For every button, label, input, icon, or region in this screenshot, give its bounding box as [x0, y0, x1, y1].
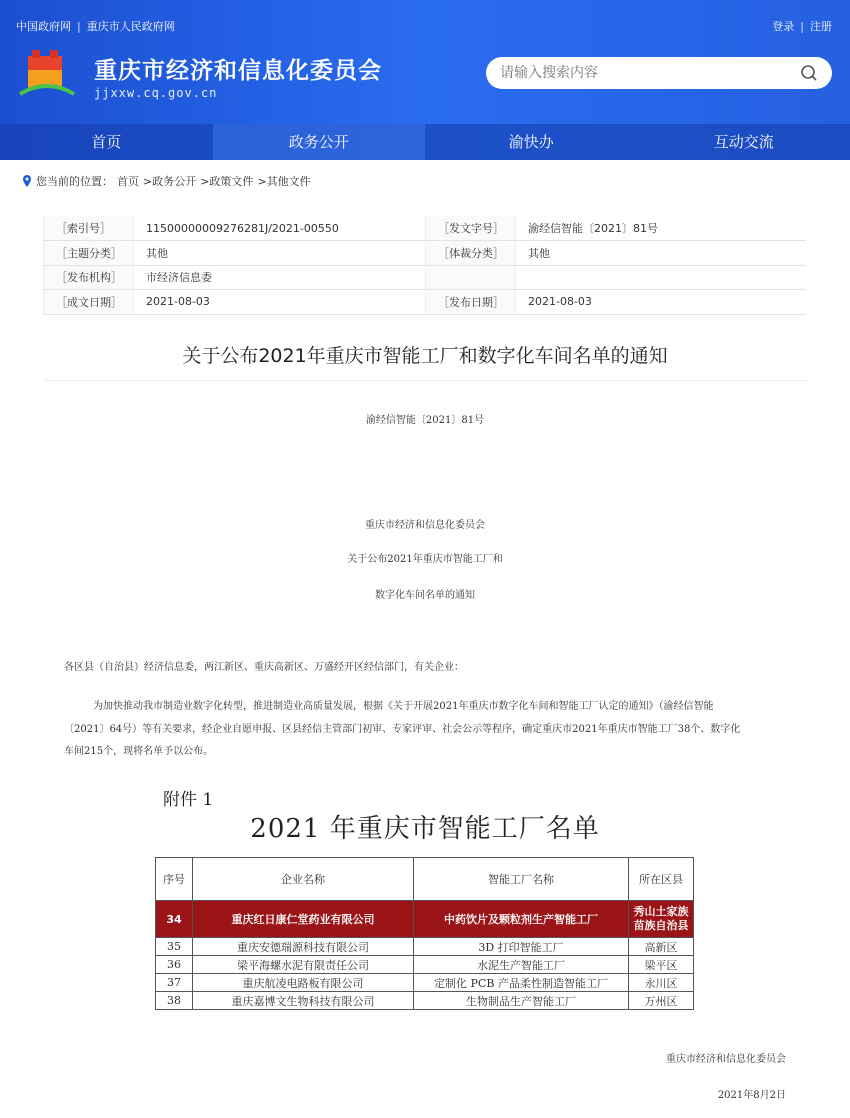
cell: 34 [156, 901, 193, 938]
meta-label: ［索引号］ [44, 216, 134, 241]
meta-value: 其他 [134, 241, 426, 266]
subtitle-line1: 关于公布2021年重庆市智能工厂和 [347, 554, 503, 565]
subtitle-line2: 数字化车间名单的通知 [375, 590, 475, 601]
cell: 高新区 [629, 938, 694, 956]
cell: 梁平区 [629, 956, 694, 974]
top-links: 中国政府网 | 重庆市人民政府网 [16, 20, 175, 33]
meta-value [516, 265, 807, 290]
breadcrumb-gov-affairs[interactable]: >政务公开 [143, 175, 197, 188]
salutation: 各区县（自治县）经济信息委，两江新区、重庆高新区、万盛经开区经信部门，有关企业： [64, 662, 464, 673]
signature: 重庆市经济和信息化委员会 [666, 1054, 786, 1065]
cell: 重庆嘉博文生物科技有限公司 [193, 992, 414, 1010]
meta-label: ［发布机构］ [44, 265, 134, 290]
column-header: 序号 [156, 858, 193, 901]
cell: 水泥生产智能工厂 [414, 956, 629, 974]
meta-label [426, 265, 516, 290]
nav-interaction[interactable]: 互动交流 [713, 133, 774, 151]
meta-value: 11500000009276281J/2021-00550 [134, 216, 426, 241]
link-gov-cn[interactable]: 中国政府网 [16, 20, 71, 33]
meta-label: ［主题分类］ [44, 241, 134, 266]
cell: 梁平海螺水泥有限责任公司 [193, 956, 414, 974]
cell: 万州区 [629, 992, 694, 1010]
factory-list-table [155, 857, 694, 1010]
meta-value: 2021-08-03 [134, 290, 426, 315]
meta-label: ［发文字号］ [426, 216, 516, 241]
logo-icon [18, 48, 76, 98]
list-title: 2021 年重庆市智能工厂名单 [250, 814, 600, 844]
cell: 35 [156, 938, 193, 956]
body-paragraph: 〔2021〕64号）等有关要求，经企业自愿申报、区县经信主管部门初审、专家评审、社会公示等程序，确定重庆市2021年重庆市智能工厂38个、数字化 [64, 724, 741, 735]
cell: 3D 打印智能工厂 [414, 938, 629, 956]
register-link[interactable]: 注册 [810, 20, 832, 33]
cell: 生物制品生产智能工厂 [414, 992, 629, 1010]
table-row-highlighted [156, 901, 694, 938]
column-header: 企业名称 [193, 858, 414, 901]
site-header [0, 0, 850, 160]
body-paragraph: 为加快推动我市制造业数字化转型，推进制造业高质量发展，根据《关于开展2021年重庆市数字化车间和智能工厂认定的通知》（渝经信智能 [93, 701, 714, 712]
meta-row [44, 265, 807, 290]
body-paragraph: 车间215个，现将名单予以公布。 [64, 746, 214, 757]
meta-row [44, 216, 807, 241]
meta-label: ［体裁分类］ [426, 241, 516, 266]
meta-value: 渝经信智能〔2021〕81号 [516, 216, 807, 241]
cell: 重庆航凌电路板有限公司 [193, 974, 414, 992]
document-meta-table [43, 216, 806, 315]
auth-links: 登录 | 注册 [772, 20, 832, 33]
breadcrumb-policy[interactable]: >政策文件 [200, 175, 254, 188]
meta-value: 其他 [516, 241, 807, 266]
meta-label: ［成文日期］ [44, 290, 134, 315]
cell: 38 [156, 992, 193, 1010]
site-name: 重庆市经济和信息化委员会 [94, 58, 382, 84]
search-box [486, 57, 832, 89]
cell: 重庆安德瑞源科技有限公司 [193, 938, 414, 956]
meta-value: 2021-08-03 [516, 290, 807, 315]
cell: 重庆红日康仁堂药业有限公司 [193, 901, 414, 938]
nav-gov-affairs[interactable]: 政务公开 [213, 124, 426, 160]
login-link[interactable]: 登录 [772, 20, 795, 33]
search-input[interactable] [500, 65, 800, 81]
search-icon[interactable] [800, 64, 818, 82]
main-nav [0, 124, 850, 160]
breadcrumb-home[interactable]: 首页 [117, 175, 139, 188]
issuer: 重庆市经济和信息化委员会 [365, 520, 485, 531]
signature-date: 2021年8月2日 [717, 1090, 786, 1101]
breadcrumb [22, 173, 311, 189]
cell: 定制化 PCB 产品柔性制造智能工厂 [414, 974, 629, 992]
table-row [156, 938, 694, 956]
table-row [156, 974, 694, 992]
meta-label: ［发布日期］ [426, 290, 516, 315]
cell: 永川区 [629, 974, 694, 992]
breadcrumb-other[interactable]: >其他文件 [257, 175, 311, 188]
column-header: 所在区县 [629, 858, 694, 901]
column-header: 智能工厂名称 [414, 858, 629, 901]
document-number: 渝经信智能〔2021〕81号 [365, 415, 485, 426]
site-domain: jjxxw.cq.gov.cn [94, 86, 218, 100]
nav-home[interactable]: 首页 [91, 133, 122, 151]
link-cq-gov[interactable]: 重庆市人民政府网 [86, 20, 175, 33]
attachment-label: 附件 1 [163, 790, 214, 810]
meta-value: 市经济信息委 [134, 265, 426, 290]
cell: 37 [156, 974, 193, 992]
document-title: 关于公布2021年重庆市智能工厂和数字化车间名单的通知 [182, 345, 668, 367]
table-header [156, 858, 694, 901]
meta-row [44, 241, 807, 266]
location-pin-icon [22, 175, 32, 187]
table-row [156, 992, 694, 1010]
nav-yukuaiban[interactable]: 渝快办 [508, 133, 554, 151]
divider [43, 380, 806, 381]
breadcrumb-label: 您当前的位置： [36, 175, 113, 188]
cell: 中药饮片及颗粒剂生产智能工厂 [414, 901, 629, 938]
cell: 秀山土家族苗族自治县 [629, 901, 694, 938]
cell: 36 [156, 956, 193, 974]
table-row [156, 956, 694, 974]
meta-row [44, 290, 807, 315]
